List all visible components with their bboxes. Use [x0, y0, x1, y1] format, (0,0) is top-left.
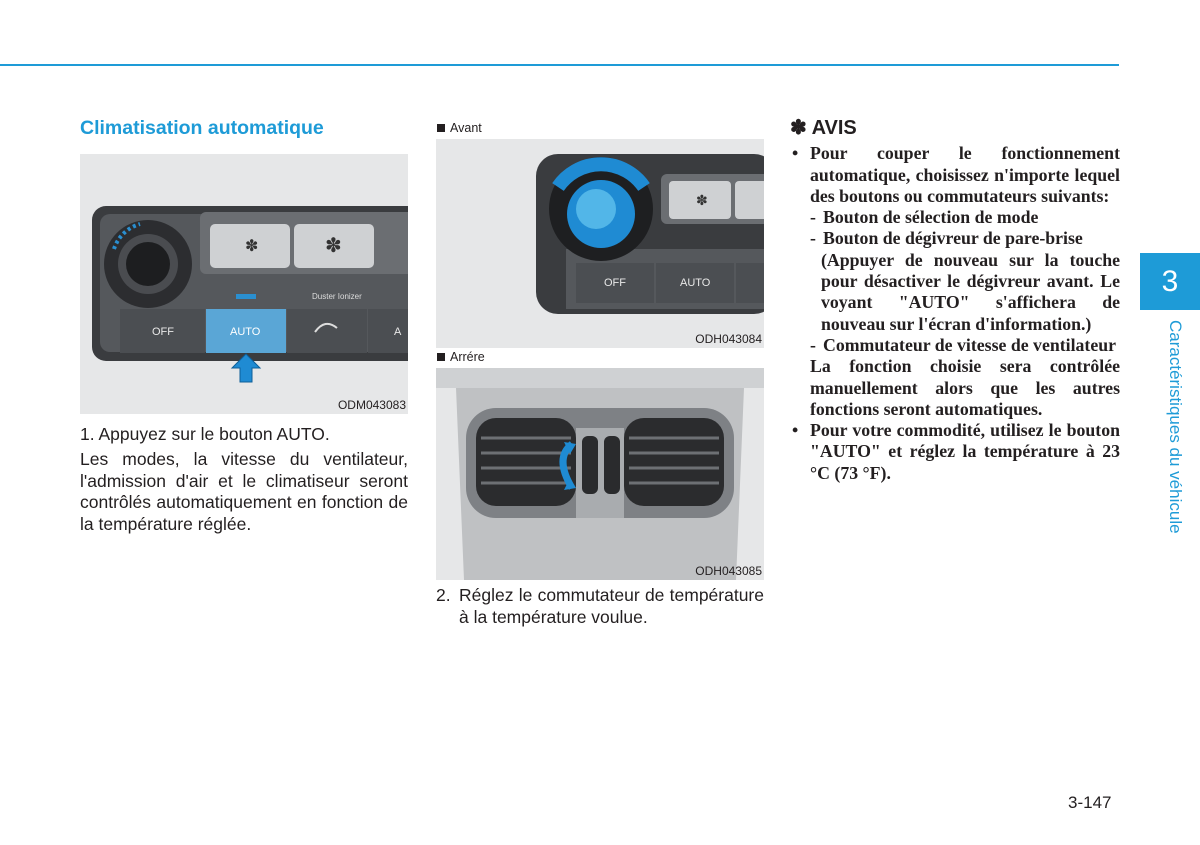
step-1-paragraph: Les modes, la vitesse du ventilateur, l'admission d'air et le climatiseur seront contrôlés automatiquement en fonction de la température réglée. — [80, 449, 408, 534]
front-off-label: OFF — [604, 277, 626, 289]
step-2 — [436, 585, 764, 628]
figure-caption-front: Avant — [437, 121, 482, 135]
figure-code-1: ODM043083 — [337, 398, 406, 412]
chapter-title: Caractéristiques du véhicule — [1166, 320, 1185, 534]
svg-text:✽: ✽ — [245, 238, 259, 255]
partial-button-label: A — [394, 326, 402, 338]
step-2-number: 2. — [436, 585, 451, 605]
front-auto-label: AUTO — [680, 277, 711, 289]
ionizer-label: Duster Ionizer — [312, 292, 362, 301]
off-button-label: OFF — [152, 326, 174, 338]
notice-sub-2-note: (Appuyer de nouveau sur la touche pour désactiver le dégivreur avant. Le voyant "AUTO" s'affichera de nouveau sur l'écran d'information.) — [821, 249, 1120, 334]
svg-text:✽: ✽ — [696, 192, 708, 208]
notice-sub-2: - Bouton de dégivreur de pare-brise — [810, 228, 1083, 249]
front-panel-illustration — [436, 139, 764, 348]
notice-sub-3: - Commutateur de vitesse de ventilateur — [810, 334, 1117, 355]
figure-code-3: ODH043085 — [695, 564, 762, 578]
step-1: 1. Appuyez sur le bouton AUTO. — [80, 424, 330, 444]
figure-rear-vents — [436, 368, 764, 580]
figure-auto-button — [80, 154, 408, 414]
rear-vents-illustration — [436, 368, 764, 580]
figure-front-panel — [436, 139, 764, 348]
figure-caption-rear: Arrére — [437, 350, 485, 364]
section-title: Climatisation automatique — [80, 117, 324, 139]
page-number: 3-147 — [1068, 793, 1112, 812]
notice-bullet-1-tail: La fonction choisie sera contrôlée manuellement alors que les autres fonctions seront automatiques. — [810, 356, 1120, 419]
notice-title: ✽ AVIS — [790, 117, 857, 139]
header-rule — [0, 64, 1119, 66]
chapter-tab: 3 — [1140, 253, 1200, 310]
notice-box — [790, 118, 1120, 484]
notice-sub-1: - Bouton de sélection de mode — [810, 207, 1039, 228]
climate-panel-illustration — [80, 154, 408, 414]
notice-bullet-2: • Pour votre commodité, utilisez le bouton "AUTO" et réglez la température à 23 °C (73 °F). — [792, 420, 1120, 483]
auto-button-label: AUTO — [230, 326, 261, 338]
svg-text:✽: ✽ — [325, 235, 342, 257]
notice-bullet-1: • Pour couper le fonctionnement automatique, choisissez n'importe lequel des boutons ou commutateurs suivants: — [792, 143, 1120, 206]
figure-code-2: ODH043084 — [695, 332, 762, 346]
step-2-text: Réglez le commutateur de température à la température voulue. — [459, 585, 764, 627]
